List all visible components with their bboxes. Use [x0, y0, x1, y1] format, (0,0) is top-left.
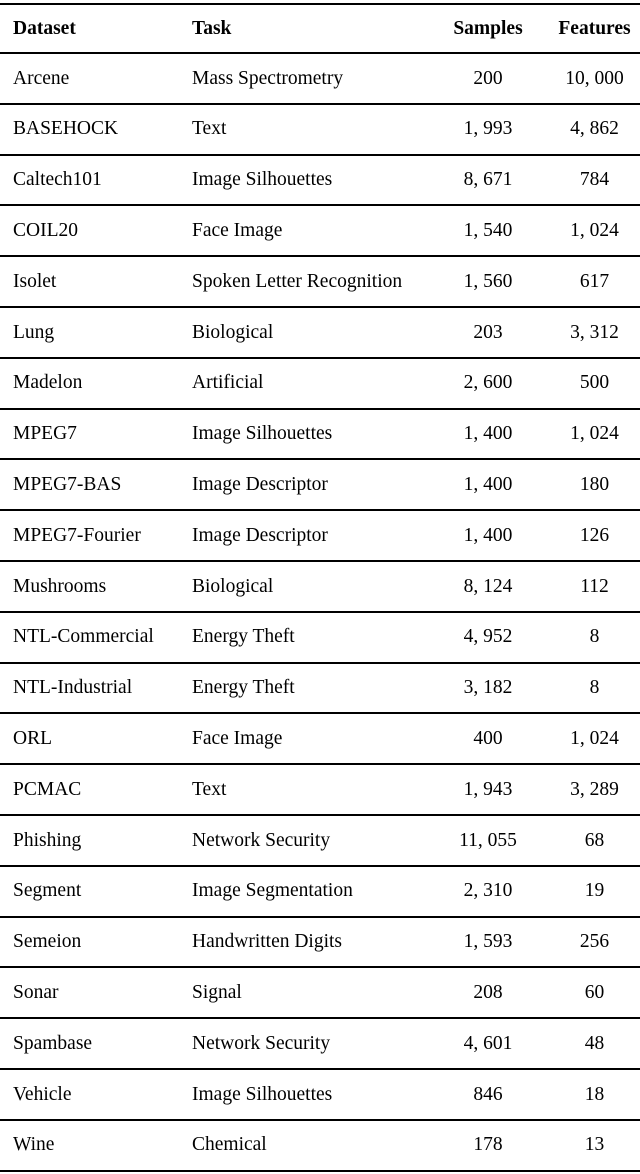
cell-samples: 2, 310 — [463, 880, 513, 902]
header-features: Features — [558, 17, 631, 39]
cell-task: Image Silhouettes — [192, 169, 333, 191]
cell-dataset: COIL20 — [13, 220, 78, 242]
cell-samples: 11, 055 — [459, 829, 517, 851]
cell-samples: 1, 540 — [463, 220, 513, 242]
cell-dataset: Caltech101 — [13, 169, 102, 191]
cell-dataset: NTL-Industrial — [13, 677, 133, 699]
cell-samples: 8, 671 — [463, 169, 513, 191]
cell-task: Text — [192, 778, 227, 800]
cell-task: Face Image — [192, 220, 283, 242]
cell-task: Network Security — [192, 829, 331, 851]
cell-features: 60 — [584, 981, 605, 1003]
cell-samples: 1, 593 — [463, 931, 513, 953]
cell-samples: 4, 952 — [463, 626, 513, 648]
cell-dataset: Lung — [13, 321, 55, 343]
cell-task: Image Segmentation — [192, 880, 353, 902]
cell-samples: 846 — [473, 1083, 503, 1105]
cell-dataset: MPEG7-Fourier — [13, 524, 141, 546]
table-row — [0, 866, 640, 917]
table-header — [0, 4, 640, 53]
table-row — [0, 510, 640, 561]
cell-dataset: Spambase — [13, 1032, 93, 1054]
cell-features: 1, 024 — [570, 728, 619, 749]
table-row — [0, 104, 640, 155]
table-row — [0, 967, 640, 1018]
cell-samples: 3, 182 — [463, 677, 513, 699]
header-row — [0, 4, 640, 53]
cell-dataset: Arcene — [13, 67, 70, 89]
cell-task: Face Image — [192, 728, 283, 749]
table-row — [0, 155, 640, 206]
cell-samples: 203 — [473, 321, 503, 343]
cell-dataset: Segment — [13, 880, 82, 902]
cell-dataset: BASEHOCK — [13, 118, 119, 140]
table-row — [0, 917, 640, 968]
cell-dataset: Madelon — [13, 372, 83, 394]
cell-samples: 8, 124 — [463, 575, 513, 597]
table-row — [0, 409, 640, 460]
cell-task: Text — [192, 118, 227, 140]
cell-features: 500 — [579, 372, 610, 394]
cell-task: Image Silhouettes — [192, 1083, 333, 1105]
cell-task: Network Security — [192, 1032, 331, 1054]
cell-dataset: Sonar — [13, 981, 59, 1003]
cell-task: Biological — [192, 321, 274, 343]
cell-samples: 200 — [473, 67, 503, 89]
table-row — [0, 815, 640, 866]
table-row — [0, 561, 640, 612]
cell-features: 784 — [579, 169, 610, 191]
cell-dataset: Semeion — [13, 931, 82, 953]
cell-samples: 1, 993 — [463, 118, 513, 140]
cell-task: Chemical — [192, 1134, 267, 1156]
table-row — [0, 663, 640, 714]
cell-dataset: NTL-Commercial — [13, 626, 154, 648]
cell-task: Biological — [192, 575, 274, 597]
cell-features: 126 — [579, 524, 610, 546]
cell-samples: 178 — [473, 1134, 503, 1156]
cell-features: 68 — [584, 829, 605, 851]
header-samples: Samples — [453, 17, 523, 39]
cell-features: 3, 312 — [570, 321, 619, 343]
datasets-table — [0, 3, 640, 1172]
cell-dataset: Phishing — [13, 829, 82, 851]
cell-task: Spoken Letter Recognition — [192, 270, 403, 292]
header-task: Task — [192, 17, 232, 39]
cell-task: Mass Spectrometry — [192, 67, 344, 89]
table-body — [0, 53, 640, 1171]
cell-dataset: Mushrooms — [13, 575, 107, 597]
cell-samples: 1, 943 — [463, 778, 513, 800]
cell-samples: 1, 400 — [463, 474, 513, 496]
cell-samples: 4, 601 — [463, 1032, 513, 1054]
table-row — [0, 256, 640, 307]
cell-samples: 2, 600 — [463, 372, 513, 394]
cell-task: Signal — [192, 981, 242, 1003]
table-row — [0, 1069, 640, 1120]
table-row — [0, 459, 640, 510]
cell-dataset: Vehicle — [13, 1083, 72, 1105]
cell-features: 1, 024 — [570, 220, 619, 242]
cell-dataset: MPEG7 — [13, 423, 77, 445]
cell-features: 617 — [579, 270, 610, 292]
table-row — [0, 1120, 640, 1171]
cell-dataset: Isolet — [13, 270, 57, 292]
table-row — [0, 205, 640, 256]
cell-task: Image Silhouettes — [192, 423, 333, 445]
cell-features: 13 — [584, 1134, 605, 1156]
cell-dataset: PCMAC — [13, 778, 82, 800]
table-row — [0, 1018, 640, 1069]
table-row — [0, 358, 640, 409]
table-row — [0, 612, 640, 663]
cell-features: 4, 862 — [570, 118, 619, 140]
cell-features: 1, 024 — [570, 423, 619, 445]
cell-samples: 1, 400 — [463, 423, 513, 445]
cell-features: 112 — [580, 575, 609, 597]
cell-task: Handwritten Digits — [192, 931, 343, 953]
cell-features: 19 — [584, 880, 605, 902]
table-row — [0, 307, 640, 358]
cell-features: 8 — [589, 677, 600, 699]
cell-dataset: ORL — [13, 728, 52, 749]
cell-features: 18 — [584, 1083, 605, 1105]
cell-features: 10, 000 — [565, 67, 624, 89]
cell-samples: 400 — [473, 728, 503, 749]
cell-task: Energy Theft — [192, 677, 295, 699]
table-row — [0, 764, 640, 815]
table-row — [0, 713, 640, 764]
cell-samples: 1, 400 — [463, 524, 513, 546]
cell-task: Energy Theft — [192, 626, 295, 648]
cell-features: 256 — [579, 931, 610, 953]
cell-features: 180 — [579, 474, 610, 496]
cell-task: Image Descriptor — [192, 524, 328, 546]
cell-features: 3, 289 — [570, 778, 619, 800]
cell-features: 8 — [589, 626, 600, 648]
cell-dataset: MPEG7-BAS — [13, 474, 122, 496]
cell-samples: 208 — [473, 981, 503, 1003]
table-row — [0, 53, 640, 104]
cell-task: Image Descriptor — [192, 474, 328, 496]
cell-task: Artificial — [192, 372, 264, 394]
cell-dataset: Wine — [13, 1134, 55, 1156]
header-dataset: Dataset — [13, 17, 76, 39]
cell-samples: 1, 560 — [463, 270, 513, 292]
cell-features: 48 — [584, 1032, 605, 1054]
